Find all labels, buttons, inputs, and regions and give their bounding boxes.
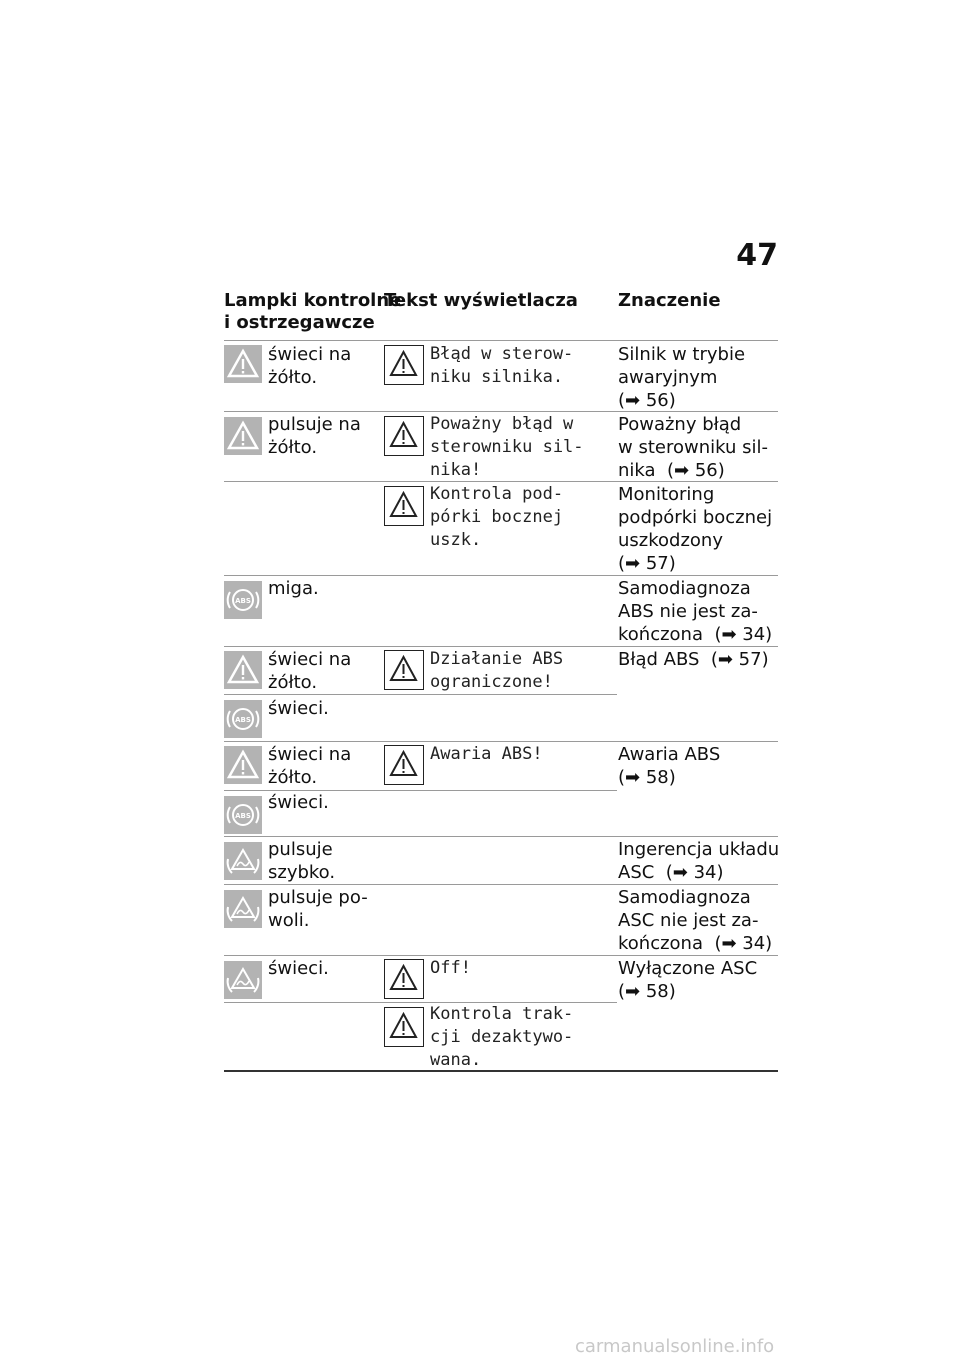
abs-icon	[224, 796, 262, 834]
asc-icon	[224, 842, 262, 880]
table-bottom-rule	[224, 1070, 778, 1072]
row11-light: świeci.	[268, 958, 329, 979]
row3-display: Kontrola pod- pórki bocznej uszk.	[430, 484, 564, 550]
row-divider	[224, 741, 778, 742]
row7-light: świeci na żółto.	[268, 744, 352, 788]
row1-meaning: Silnik w trybie awaryjnym (➡ 56)	[618, 344, 746, 411]
asc-icon	[224, 890, 262, 928]
header-meaning: Znaczenie	[618, 290, 721, 311]
row9-meaning: Ingerencja układu ASC (➡ 34)	[618, 839, 780, 883]
row7-meaning: Awaria ABS (➡ 58)	[618, 744, 721, 788]
warning-triangle-icon	[224, 651, 262, 689]
row7-display: Awaria ABS!	[430, 744, 543, 764]
warning-triangle-icon	[224, 746, 262, 784]
display-warning-icon	[384, 486, 424, 526]
warning-triangle-icon	[224, 345, 262, 383]
row-divider	[224, 646, 778, 647]
row6-light: świeci.	[268, 698, 329, 719]
row10-light: pulsuje po- woli.	[268, 887, 368, 931]
warning-triangle-icon	[224, 417, 262, 455]
display-warning-icon	[384, 1007, 424, 1047]
display-warning-icon	[384, 345, 424, 385]
header-display-text: Tekst wyświetlacza	[384, 290, 578, 311]
row4-meaning: Samodiagnoza ABS nie jest za- kończona (➡ 34)	[618, 578, 773, 645]
row1-light: świeci na żółto.	[268, 344, 352, 388]
display-warning-icon	[384, 416, 424, 456]
row-sub-divider	[224, 694, 617, 695]
row2-display: Poważny błąd w sterowniku sil- nika!	[430, 414, 584, 480]
row5-display: Działanie ABS ograniczone!	[430, 649, 564, 692]
page-number: 47	[736, 238, 778, 273]
row8-light: świeci.	[268, 792, 329, 813]
row3-meaning: Monitoring podpórki bocznej uszkodzony (➡ 57)	[618, 484, 773, 574]
abs-icon	[224, 700, 262, 738]
footer-watermark: carmanualsonline.info	[575, 1336, 775, 1357]
svg-text:ABS: ABS	[235, 716, 251, 724]
row11-display: Off!	[430, 958, 471, 978]
display-warning-icon	[384, 745, 424, 785]
row11-meaning: Wyłączone ASC (➡ 58)	[618, 958, 758, 1002]
row-divider	[224, 884, 778, 885]
row-divider	[224, 575, 778, 576]
row12-display: Kontrola trak- cji dezaktywo- wana.	[430, 1004, 574, 1070]
row10-meaning: Samodiagnoza ASC nie jest za- kończona (➡ 34)	[618, 887, 773, 954]
header-warning-lights: Lampki kontrolne i ostrzegawcze	[224, 290, 402, 333]
asc-icon	[224, 961, 262, 999]
display-warning-icon	[384, 959, 424, 999]
svg-text:ABS: ABS	[235, 597, 251, 605]
svg-text:ABS: ABS	[235, 812, 251, 820]
row2-meaning: Poważny błąd w sterowniku sil- nika (➡ 56)	[618, 414, 768, 481]
row-divider	[224, 411, 778, 412]
row5-light: świeci na żółto.	[268, 649, 352, 693]
abs-icon	[224, 581, 262, 619]
row-divider	[224, 481, 778, 482]
row9-light: pulsuje szybko.	[268, 839, 336, 883]
row-divider	[224, 955, 778, 956]
row2-light: pulsuje na żółto.	[268, 414, 361, 458]
row4-light: miga.	[268, 578, 319, 599]
row-divider	[224, 836, 778, 837]
header-rule	[224, 340, 778, 341]
row1-display: Błąd w sterow- niku silnika.	[430, 344, 574, 387]
row5-meaning: Błąd ABS (➡ 57)	[618, 649, 769, 670]
display-warning-icon	[384, 650, 424, 690]
